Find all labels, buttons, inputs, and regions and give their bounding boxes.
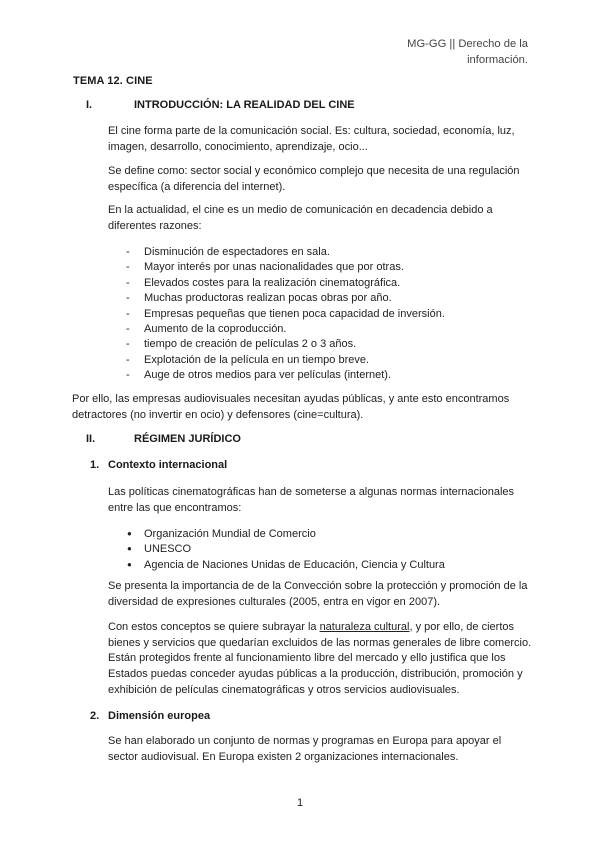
subsection-number: 2. — [90, 710, 100, 722]
bullet-marker: ● — [127, 544, 132, 554]
dash-marker: - — [126, 261, 130, 274]
list-item: - Muchas productoras realizan pocas obras por año. — [108, 291, 445, 306]
underlined-term: naturaleza cultural — [319, 621, 410, 633]
bullet-marker: ● — [127, 559, 132, 569]
topic-title: TEMA 12. CINE — [73, 75, 153, 87]
list-item: - Elevados costes para la realización cinematográfica. — [108, 276, 445, 291]
dash-marker: - — [126, 307, 130, 320]
list-item: ● UNESCO — [108, 541, 445, 556]
paragraph: Con estos conceptos se quiere subrayar la naturaleza cultural, y por ello, de ciertos bienes y servicios que quedarían excluidos de las normas generales de libre comercio. Están protegidos frente al funcionamiento libre del mercado y ello justifica que los Estados puedas conceder ayudas públicas a la producción, distribución, promoción y exhibición de películas cinematográficas y otros servicios audiovisuales. — [108, 621, 532, 696]
list-item: - Empresas pequeñas que tienen poca capacidad de inversión. — [108, 307, 445, 322]
subsection-title: Contexto internacional — [108, 459, 228, 471]
list-item: - Disminución de espectadores en sala. — [108, 245, 445, 260]
list-item: ● Agencia de Naciones Unidas de Educación, Ciencia y Cultura — [108, 557, 445, 572]
section-heading-1 — [86, 99, 355, 111]
section-heading-2 — [86, 433, 241, 445]
paragraph: Se presenta la importancia de de la Convección sobre la protección y promoción de la diversidad de expresiones culturales (2005, entra en vigor en 2007). — [108, 580, 528, 608]
subsection-title: Dimensión europea — [108, 710, 211, 722]
dash-marker: - — [126, 322, 130, 335]
dash-marker: - — [126, 292, 130, 305]
paragraph: Por ello, las empresas audiovisuales necesitan ayudas públicas, y ante esto encontramos detractores (no invertir en ocio) y defensores (cine=cultura). — [72, 393, 510, 421]
section-title: INTRODUCCIÓN: LA REALIDAD DEL CINE — [134, 99, 355, 111]
subsection-heading-2 — [90, 710, 210, 722]
dash-marker: - — [126, 353, 130, 366]
list-item: - tiempo de creación de películas 2 o 3 años. — [108, 337, 445, 352]
list-item: - Explotación de la película en un tiempo breve. — [108, 353, 445, 368]
paragraph: Se han elaborado un conjunto de normas y programas en Europa para apoyar el sector audiovisual. En Europa existen 2 organizaciones internacionales. — [108, 735, 502, 763]
subsection-number: 1. — [90, 459, 100, 471]
list-item: - Mayor interés por unas nacionalidades que por otras. — [108, 260, 445, 275]
list-item: - Auge de otros medios para ver películas (internet). — [108, 368, 445, 383]
dash-marker: - — [126, 276, 130, 289]
dash-marker: - — [126, 369, 130, 382]
section-title: RÉGIMEN JURÍDICO — [134, 433, 241, 445]
section-number: II. — [86, 433, 96, 445]
subsection-heading-1 — [90, 459, 227, 471]
dash-marker: - — [126, 246, 130, 258]
page-number: 1 — [296, 797, 304, 809]
running-header — [328, 37, 528, 68]
paragraph: Las políticas cinematográficas han de someterse a algunas normas internacionales entre las que encontramos: — [108, 486, 515, 514]
paragraph: Se define como: sector social y económico complejo que necesita de una regulación específica (a diferencia del internet). — [108, 165, 520, 193]
list-item: - Aumento de la coproducción. — [108, 322, 445, 337]
header-line-1: MG-GG || Derecho de la — [407, 38, 528, 50]
section-number: I. — [86, 99, 93, 111]
paragraph: El cine forma parte de la comunicación social. Es: cultura, sociedad, economía, luz, imagen, desarrollo, conocimiento, aprendizaje, ocio... — [108, 125, 515, 153]
dash-marker: - — [126, 338, 130, 351]
organizations-list — [108, 526, 445, 572]
paragraph: En la actualidad, el cine es un medio de comunicación en decadencia debido a diferentes razones: — [108, 204, 493, 232]
header-line-2: información. — [467, 53, 528, 66]
bullet-marker: ● — [127, 529, 132, 538]
list-item: ● Organización Mundial de Comercio — [108, 526, 445, 541]
reasons-list — [108, 245, 445, 384]
